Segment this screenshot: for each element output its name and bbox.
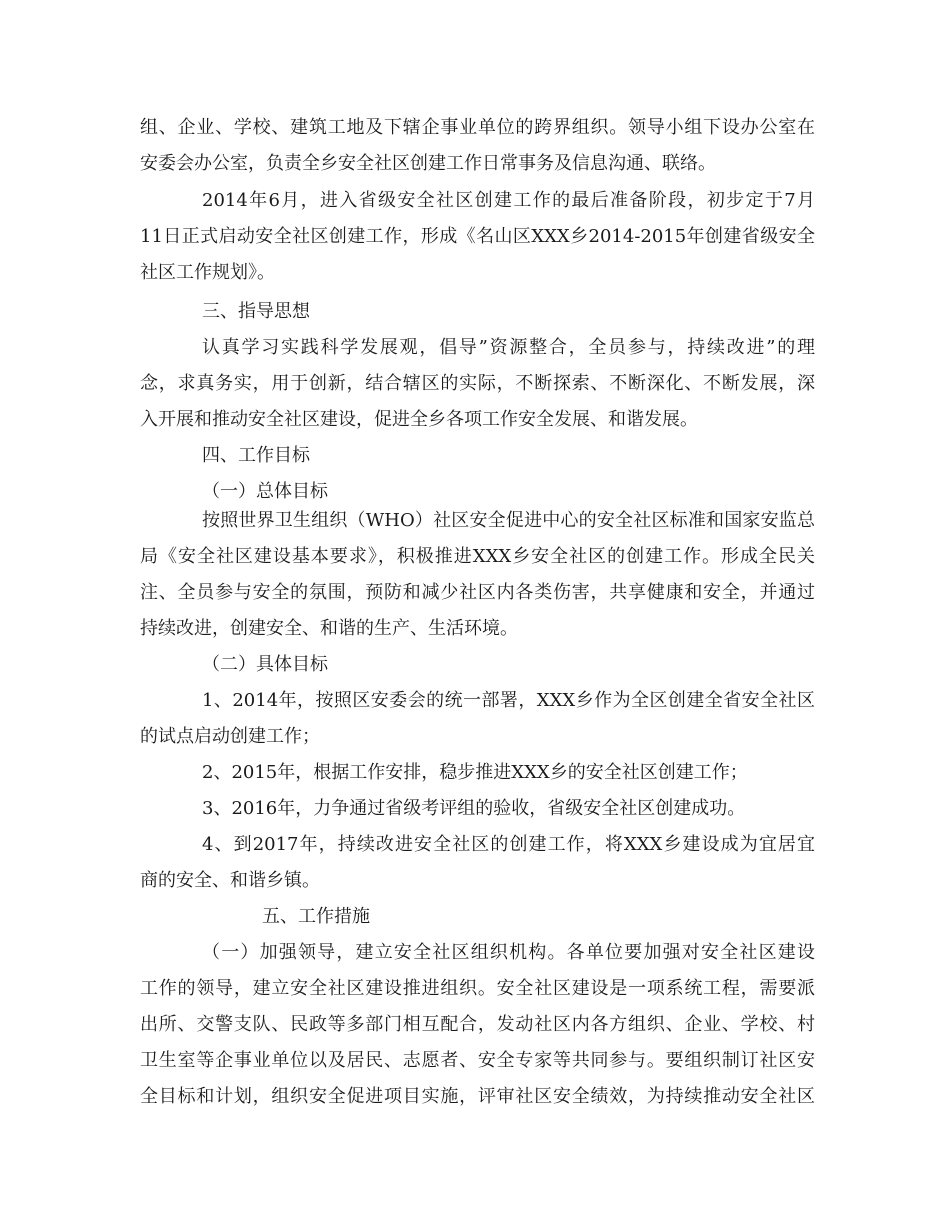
body-line: 念，求真务实，用于创新，结合辖区的实际，不断探索、不断深化、不断发展，深 (140, 373, 815, 394)
body-line: 出所、交警支队、民政等多部门相互配合，发动社区内各方组织、企业、学校、村 (140, 1014, 815, 1035)
body-line: 持续改进，创建安全、和谐的生产、生活环境。 (140, 618, 518, 639)
body-line: 2014年6月，进入省级安全社区创建工作的最后准备阶段，初步定于7月 (202, 190, 815, 211)
body-line: 1、2014年，按照区安委会的统一部署，XXX乡作为全区创建全省安全社区 (202, 690, 815, 711)
section-heading: 三、指导思想 (202, 301, 310, 322)
body-line: （一）加强领导，建立安全社区组织机构。各单位要加强对安全社区建设 (202, 942, 815, 963)
body-line: 认真学习实践科学发展观，倡导”资源整合，全员参与，持续改进”的理 (202, 337, 815, 358)
body-line: 2、2015年，根据工作安排，稳步推进XXX乡的安全社区创建工作； (202, 762, 748, 783)
subsection-heading: （二）具体目标 (202, 654, 328, 675)
body-line: 工作的领导，建立安全社区建设推进组织。安全社区建设是一项系统工程，需要派 (140, 978, 815, 999)
body-line: 全目标和计划，组织安全促进项目实施，评审社区安全绩效，为持续推动安全社区 (140, 1086, 815, 1107)
body-line: 11日正式启动安全社区创建工作，形成《名山区XXX乡2014-2015年创建省级安全 (140, 226, 815, 247)
body-line: 按照世界卫生组织（WHO）社区安全促进中心的安全社区标准和国家安监总 (202, 510, 815, 531)
body-line: 入开展和推动安全社区建设，促进全乡各项工作安全发展、和谐发展。 (140, 409, 698, 430)
subsection-heading: （一）总体目标 (202, 481, 328, 502)
body-line: 3、2016年，力争通过省级考评组的验收，省级安全社区创建成功。 (202, 798, 746, 819)
body-line: 注、全员参与安全的氛围，预防和减少社区内各类伤害，共享健康和安全，并通过 (140, 582, 815, 603)
body-line: 组、企业、学校、建筑工地及下辖企事业单位的跨界组织。领导小组下设办公室在 (140, 117, 815, 138)
body-line: 商的安全、和谐乡镇。 (140, 870, 320, 891)
body-line: 卫生室等企事业单位以及居民、志愿者、安全专家等共同参与。要组织制订社区安 (140, 1050, 815, 1071)
section-heading: 四、工作目标 (202, 445, 310, 466)
section-heading: 五、工作措施 (262, 906, 370, 927)
body-line: 的试点启动创建工作； (140, 726, 320, 747)
body-line: 社区工作规划》。 (140, 262, 275, 283)
body-line: 4、到2017年，持续改进安全社区的创建工作，将XXX乡建设成为宜居宜 (202, 834, 815, 855)
body-line: 安委会办公室，负责全乡安全社区创建工作日常事务及信息沟通、联络。 (140, 153, 716, 174)
body-line: 局《安全社区建设基本要求》，积极推进XXX乡安全社区的创建工作。形成全民关 (140, 546, 815, 567)
